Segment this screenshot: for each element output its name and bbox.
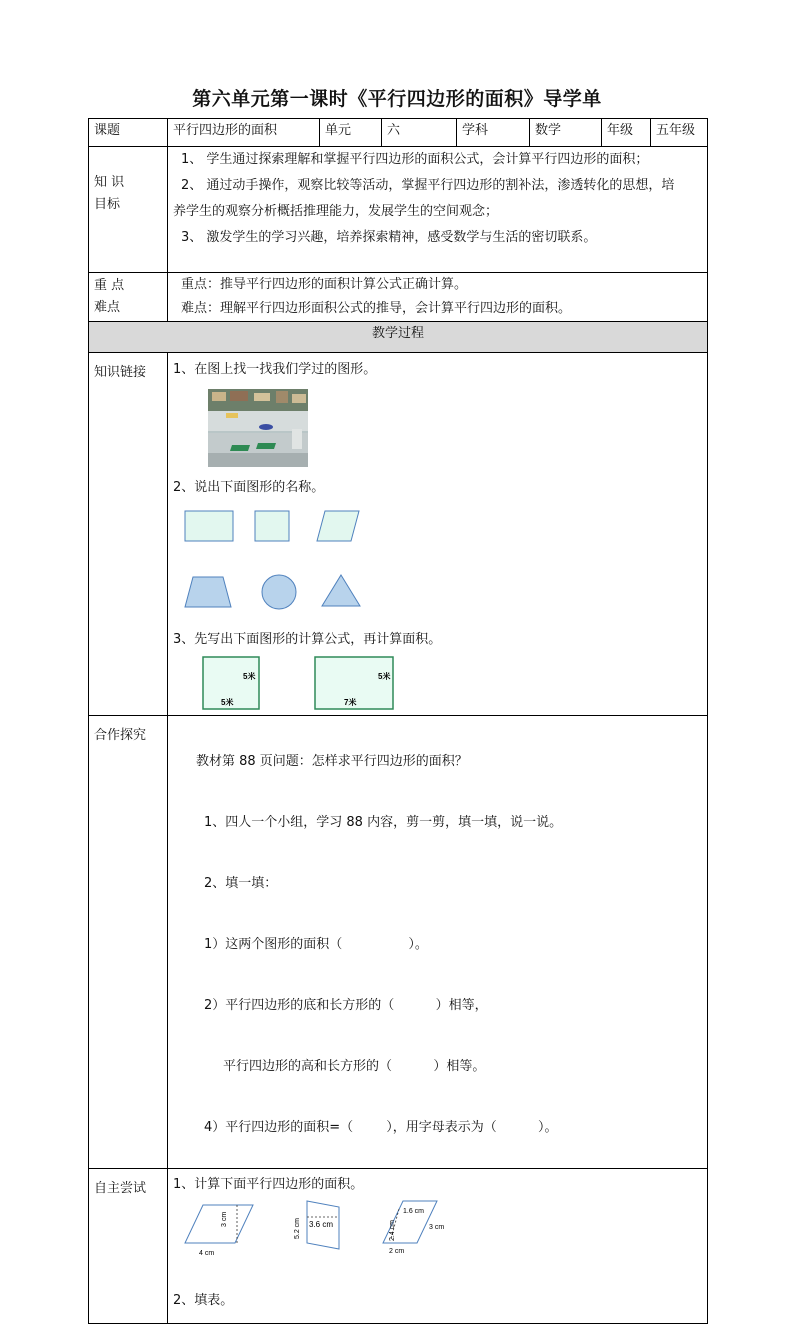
p3-height-label: 2.4 cm xyxy=(389,1219,396,1241)
p1-height-label: 3 cm xyxy=(221,1211,228,1227)
page-title: 第六单元第一课时《平行四边形的面积》导学单 xyxy=(192,88,602,110)
knowledge-q1: 1、在图上找一找我们学过的图形。 xyxy=(173,362,377,377)
self-try-row xyxy=(89,1169,708,1324)
knowledge-link-content xyxy=(168,353,708,716)
self-try-label: 自主尝试 xyxy=(89,1169,168,1324)
difficulty-point: 难点：理解平行四边形面积公式的推导，会计算平行四边形的面积。 xyxy=(181,301,572,316)
keypoints-label-line1: 重 点 xyxy=(94,278,125,293)
grade-value: 五年级 xyxy=(651,119,708,147)
objectives-label-line2: 目标 xyxy=(94,197,121,212)
objectives-row xyxy=(89,147,708,273)
key-point: 重点：推导平行四边形的面积计算公式正确计算。 xyxy=(181,277,468,292)
objectives-label-line1: 知 识 xyxy=(94,175,125,190)
rect-bottom-label: 7米 xyxy=(344,698,357,707)
cooperation-content xyxy=(168,716,708,1169)
topic-label: 课题 xyxy=(89,119,168,147)
p3-base-label: 2 cm xyxy=(389,1248,405,1255)
cooperation-row xyxy=(89,716,708,1169)
area-figures xyxy=(201,655,401,715)
header-row xyxy=(89,119,708,147)
cooperation-label: 合作探究 xyxy=(89,716,168,1169)
p2-height-label: 3.6 cm xyxy=(309,1220,334,1229)
p1-base-label: 4 cm xyxy=(199,1250,215,1257)
square-shape xyxy=(255,511,289,541)
square-bottom-label: 5米 xyxy=(221,698,234,707)
square-right-label: 5米 xyxy=(243,672,256,681)
p3-right-label: 3 cm xyxy=(429,1224,445,1231)
circle-shape xyxy=(262,575,296,609)
objective-item-2: 2、 通过动手操作，观察比较等活动，掌握平行四边形的割补法，渗透转化的思想，培 xyxy=(181,178,675,193)
subject-value: 数学 xyxy=(530,119,602,147)
objective-item-3: 3、 激发学生的学习兴趣，培养探索精神，感受数学与生活的密切联系。 xyxy=(181,230,597,245)
process-title: 教学过程 xyxy=(89,322,708,353)
unit-value: 六 xyxy=(382,119,457,147)
unit-label: 单元 xyxy=(320,119,382,147)
keypoints-label-line2: 难点 xyxy=(94,300,121,315)
street-scene-image xyxy=(208,389,308,467)
knowledge-q2: 2、说出下面图形的名称。 xyxy=(173,480,325,495)
objective-item-2-cont: 养学生的观察分析概括推理能力，发展学生的空间观念； xyxy=(173,204,499,219)
shapes-figure xyxy=(183,505,383,625)
process-header-row xyxy=(89,322,708,353)
p2-side-label: 5.2 cm xyxy=(294,1217,301,1239)
parallelogram-shape xyxy=(317,511,359,541)
cooperation-fill3: 平行四边形的高和长方形的（ ）相等。 xyxy=(223,1059,486,1074)
knowledge-link-label: 知识链接 xyxy=(89,353,168,716)
subject-label: 学科 xyxy=(457,119,530,147)
keypoints-content xyxy=(168,273,708,322)
cooperation-step2: 2、填一填： xyxy=(204,876,278,891)
keypoints-label xyxy=(89,273,168,322)
parallelogram-1 xyxy=(185,1205,253,1257)
self-try-content xyxy=(168,1169,708,1324)
self-try-q1: 1、计算下面平行四边形的面积。 xyxy=(173,1177,364,1192)
grade-label: 年级 xyxy=(602,119,651,147)
cooperation-fill2: 2）平行四边形的底和长方形的（ ）相等， xyxy=(204,998,488,1013)
objective-item-1: 1、 学生通过探索理解和掌握平行四边形的面积公式，会计算平行四边形的面积； xyxy=(181,152,649,167)
rectangle-shape xyxy=(185,511,233,541)
p3-top-label: 1.6 cm xyxy=(403,1208,425,1215)
parallelograms-figure xyxy=(181,1199,461,1263)
rect-right-label: 5米 xyxy=(378,672,391,681)
objectives-label xyxy=(89,147,168,273)
cooperation-fill4: 4）平行四边形的面积=（ ），用字母表示为（ ）。 xyxy=(204,1120,558,1135)
knowledge-link-row xyxy=(89,353,708,716)
cooperation-intro: 教材第 88 页问题：怎样求平行四边形的面积？ xyxy=(196,754,468,769)
objectives-content xyxy=(168,147,708,273)
parallelogram-2 xyxy=(294,1201,339,1249)
cooperation-step1: 1、四人一个小组，学习 88 内容，剪一剪，填一填，说一说。 xyxy=(204,815,563,830)
keypoints-row xyxy=(89,273,708,322)
self-try-q2: 2、填表。 xyxy=(173,1293,234,1308)
worksheet-table xyxy=(88,118,708,1324)
parallelogram-3 xyxy=(383,1201,444,1255)
topic-value: 平行四边形的面积 xyxy=(168,119,320,147)
knowledge-q3: 3、先写出下面图形的计算公式，再计算面积。 xyxy=(173,632,442,647)
trapezoid-shape xyxy=(185,577,231,607)
triangle-shape xyxy=(322,575,360,606)
cooperation-fill1: 1）这两个图形的面积（ ）。 xyxy=(204,937,428,952)
